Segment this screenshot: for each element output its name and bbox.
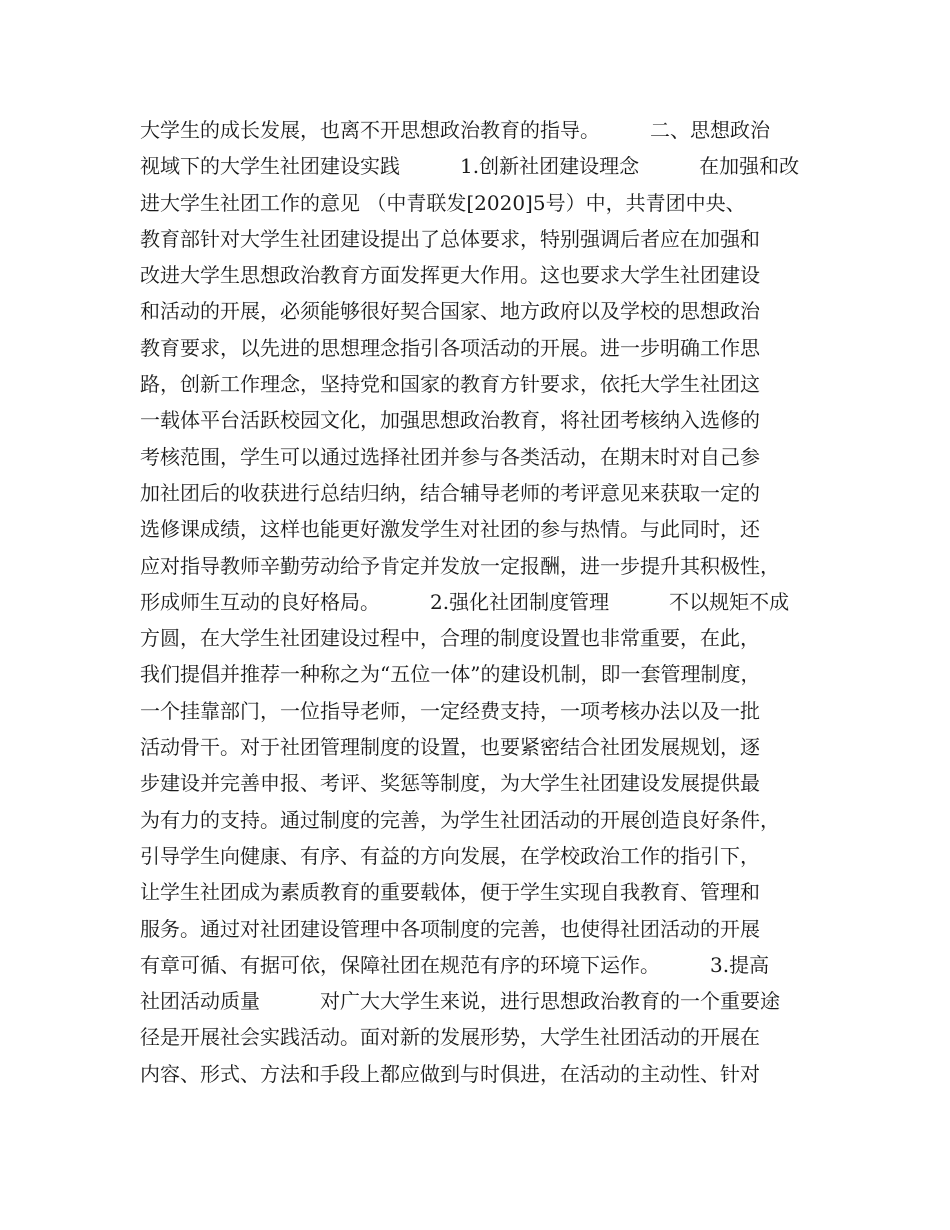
text-line-14: 形成师生互动的良好格局。 2.强化社团制度管理 不以规矩不成 xyxy=(140,589,790,614)
text-line-23: 服务。通过对社团建设管理中各项制度的完善，也使得社团活动的开展 xyxy=(140,916,760,941)
text-line-19: 步建设并完善申报、考评、奖惩等制度，为大学生社团建设发展提供最 xyxy=(140,771,760,796)
text-line-3: 进大学生社团工作的意见 （中青联发[2020]5号）中，共青团中央、 xyxy=(140,190,746,215)
text-line-17: 一个挂靠部门，一位指导老师，一定经费支持，一项考核办法以及一批 xyxy=(140,698,760,723)
text-line-24: 有章可循、有据可依，保障社团在规范有序的环境下运作。 3.提高 xyxy=(140,952,770,977)
text-line-16: 我们提倡并推荐一种称之为“五位一体”的建设机制，即一套管理制度， xyxy=(140,662,761,687)
text-line-8: 路，创新工作理念，坚持党和国家的教育方针要求，依托大学生社团这 xyxy=(140,372,760,397)
text-line-18: 活动骨干。对于社团管理制度的设置，也要紧密结合社团发展规划，逐 xyxy=(140,735,760,760)
text-line-27: 内容、形式、方法和手段上都应做到与时俱进，在活动的主动性、针对 xyxy=(140,1061,760,1086)
text-line-10: 考核范围，学生可以通过选择社团并参与各类活动，在期末时对自己参 xyxy=(140,444,760,469)
text-line-9: 一载体平台活跃校园文化，加强思想政治教育，将社团考核纳入选修的 xyxy=(140,408,760,433)
text-line-15: 方圆，在大学生社团建设过程中，合理的制度设置也非常重要，在此， xyxy=(140,626,760,651)
text-line-22: 让学生社团成为素质教育的重要载体，便于学生实现自我教育、管理和 xyxy=(140,880,760,905)
text-line-1: 大学生的成长发展，也离不开思想政治教育的指导。 二、思想政治 xyxy=(140,118,770,142)
text-line-5: 改进大学生思想政治教育方面发挥更大作用。这也要求大学生社团建设 xyxy=(140,263,760,288)
body-text xyxy=(140,112,830,1092)
text-line-13: 应对指导教师辛勤劳动给予肯定并发放一定报酬，进一步提升其积极性， xyxy=(140,553,780,578)
text-line-21: 引导学生向健康、有序、有益的方向发展，在学校政治工作的指引下， xyxy=(140,843,760,868)
text-line-2: 视域下的大学生社团建设实践 1.创新社团建设理念 在加强和改 xyxy=(140,154,800,179)
text-line-6: 和活动的开展，必须能够很好契合国家、地方政府以及学校的思想政治 xyxy=(140,299,760,324)
text-line-4: 教育部针对大学生社团建设提出了总体要求，特别强调后者应在加强和 xyxy=(140,226,760,251)
text-line-7: 教育要求，以先进的思想理念指引各项活动的开展。进一步明确工作思 xyxy=(140,335,760,360)
text-line-20: 为有力的支持。通过制度的完善，为学生社团活动的开展创造良好条件， xyxy=(140,807,780,832)
text-line-26: 径是开展社会实践活动。面对新的发展形势，大学生社团活动的开展在 xyxy=(140,1025,760,1050)
text-line-12: 选修课成绩，这样也能更好激发学生对社团的参与热情。与此同时，还 xyxy=(140,517,760,542)
text-line-11: 加社团后的收获进行总结归纳，结合辅导老师的考评意见来获取一定的 xyxy=(140,480,760,505)
text-line-25: 社团活动质量 对广大大学生来说，进行思想政治教育的一个重要途 xyxy=(140,989,780,1014)
